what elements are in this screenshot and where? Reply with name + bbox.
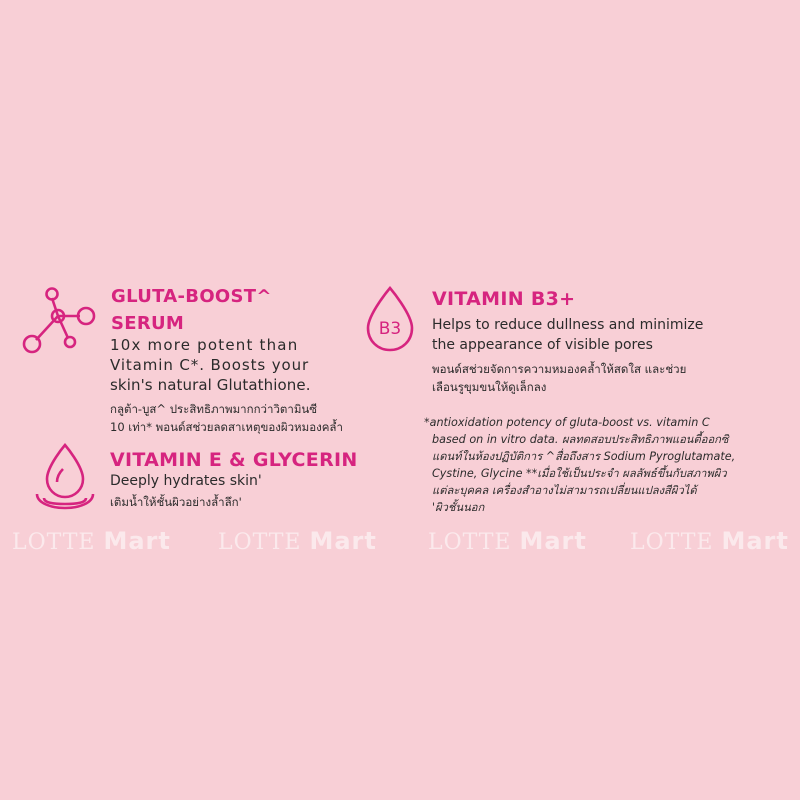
- molecule-icon: [18, 282, 102, 362]
- vitamin-b3-thai-line2: เลือนรูขุมขนให้ดูเล็กลง: [432, 380, 547, 394]
- watermark-logo: LOTTE Mart: [12, 527, 171, 555]
- gluta-title-line1: GLUTA-BOOST^: [111, 286, 272, 307]
- footnote-line6: 'ผิวชั้นนอก: [432, 501, 485, 514]
- footnote-line5: แต่ละบุคคล เครื่องสำอางไม่สามารถเปลี่ยนแปลงสีผิวได้: [432, 484, 697, 497]
- water-drop-icon: [30, 441, 100, 513]
- watermark-logo: LOTTE Mart: [630, 527, 789, 555]
- footnote-line4: Cystine, Glycine **เมื่อใช้เป็นประจำ ผลลัพธ์ขึ้นกับสภาพผิว: [432, 467, 727, 480]
- vitamin-e-title: VITAMIN E & GLYCERIN: [110, 449, 358, 471]
- b3-icon-label: B3: [378, 319, 402, 339]
- watermark-logo: LOTTE Mart: [218, 527, 377, 555]
- vitamin-b3-thai-line1: พอนด์สช่วยจัดการความหมองคล้ำให้สดใส และช่วย: [432, 362, 687, 376]
- footnote-line1: *antioxidation potency of gluta-boost vs. vitamin C: [424, 416, 710, 429]
- gluta-thai-line2: 10 เท่า* พอนด์สช่วยลดสาเหตุของผิวหมองคล้ำ: [110, 420, 343, 434]
- footnote-line2: based on in vitro data. ผลทดสอบประสิทธิภาพแอนตี้ออกซิ: [432, 433, 729, 446]
- gluta-desc-line2: Vitamin C*. Boosts your: [110, 356, 310, 374]
- vitamin-b3-desc-line1: Helps to reduce dullness and minimize: [432, 317, 704, 333]
- watermark-logo: LOTTE Mart: [428, 527, 587, 555]
- gluta-desc-line3: skin's natural Glutathione.: [110, 376, 311, 394]
- vitamin-b3-title: VITAMIN B3+: [432, 288, 576, 310]
- gluta-title-line2: SERUM: [111, 313, 185, 334]
- gluta-desc-line1: 10x more potent than: [110, 336, 299, 354]
- vitamin-e-desc: Deeply hydrates skin': [110, 473, 262, 489]
- vitamin-e-thai: เติมน้ำให้ชั้นผิวอย่างล้ำลึก': [110, 495, 242, 509]
- gluta-thai-line1: กลูต้า-บูส^ ประสิทธิภาพมากกว่าวิตามินซี: [110, 402, 318, 416]
- footnote-line3: แดนท์ในห้องปฏิบัติการ ^สื่อถึงสาร Sodium Pyroglutamate,: [432, 450, 736, 463]
- b3-drop-icon: [362, 284, 418, 354]
- vitamin-b3-desc-line2: the appearance of visible pores: [432, 337, 653, 353]
